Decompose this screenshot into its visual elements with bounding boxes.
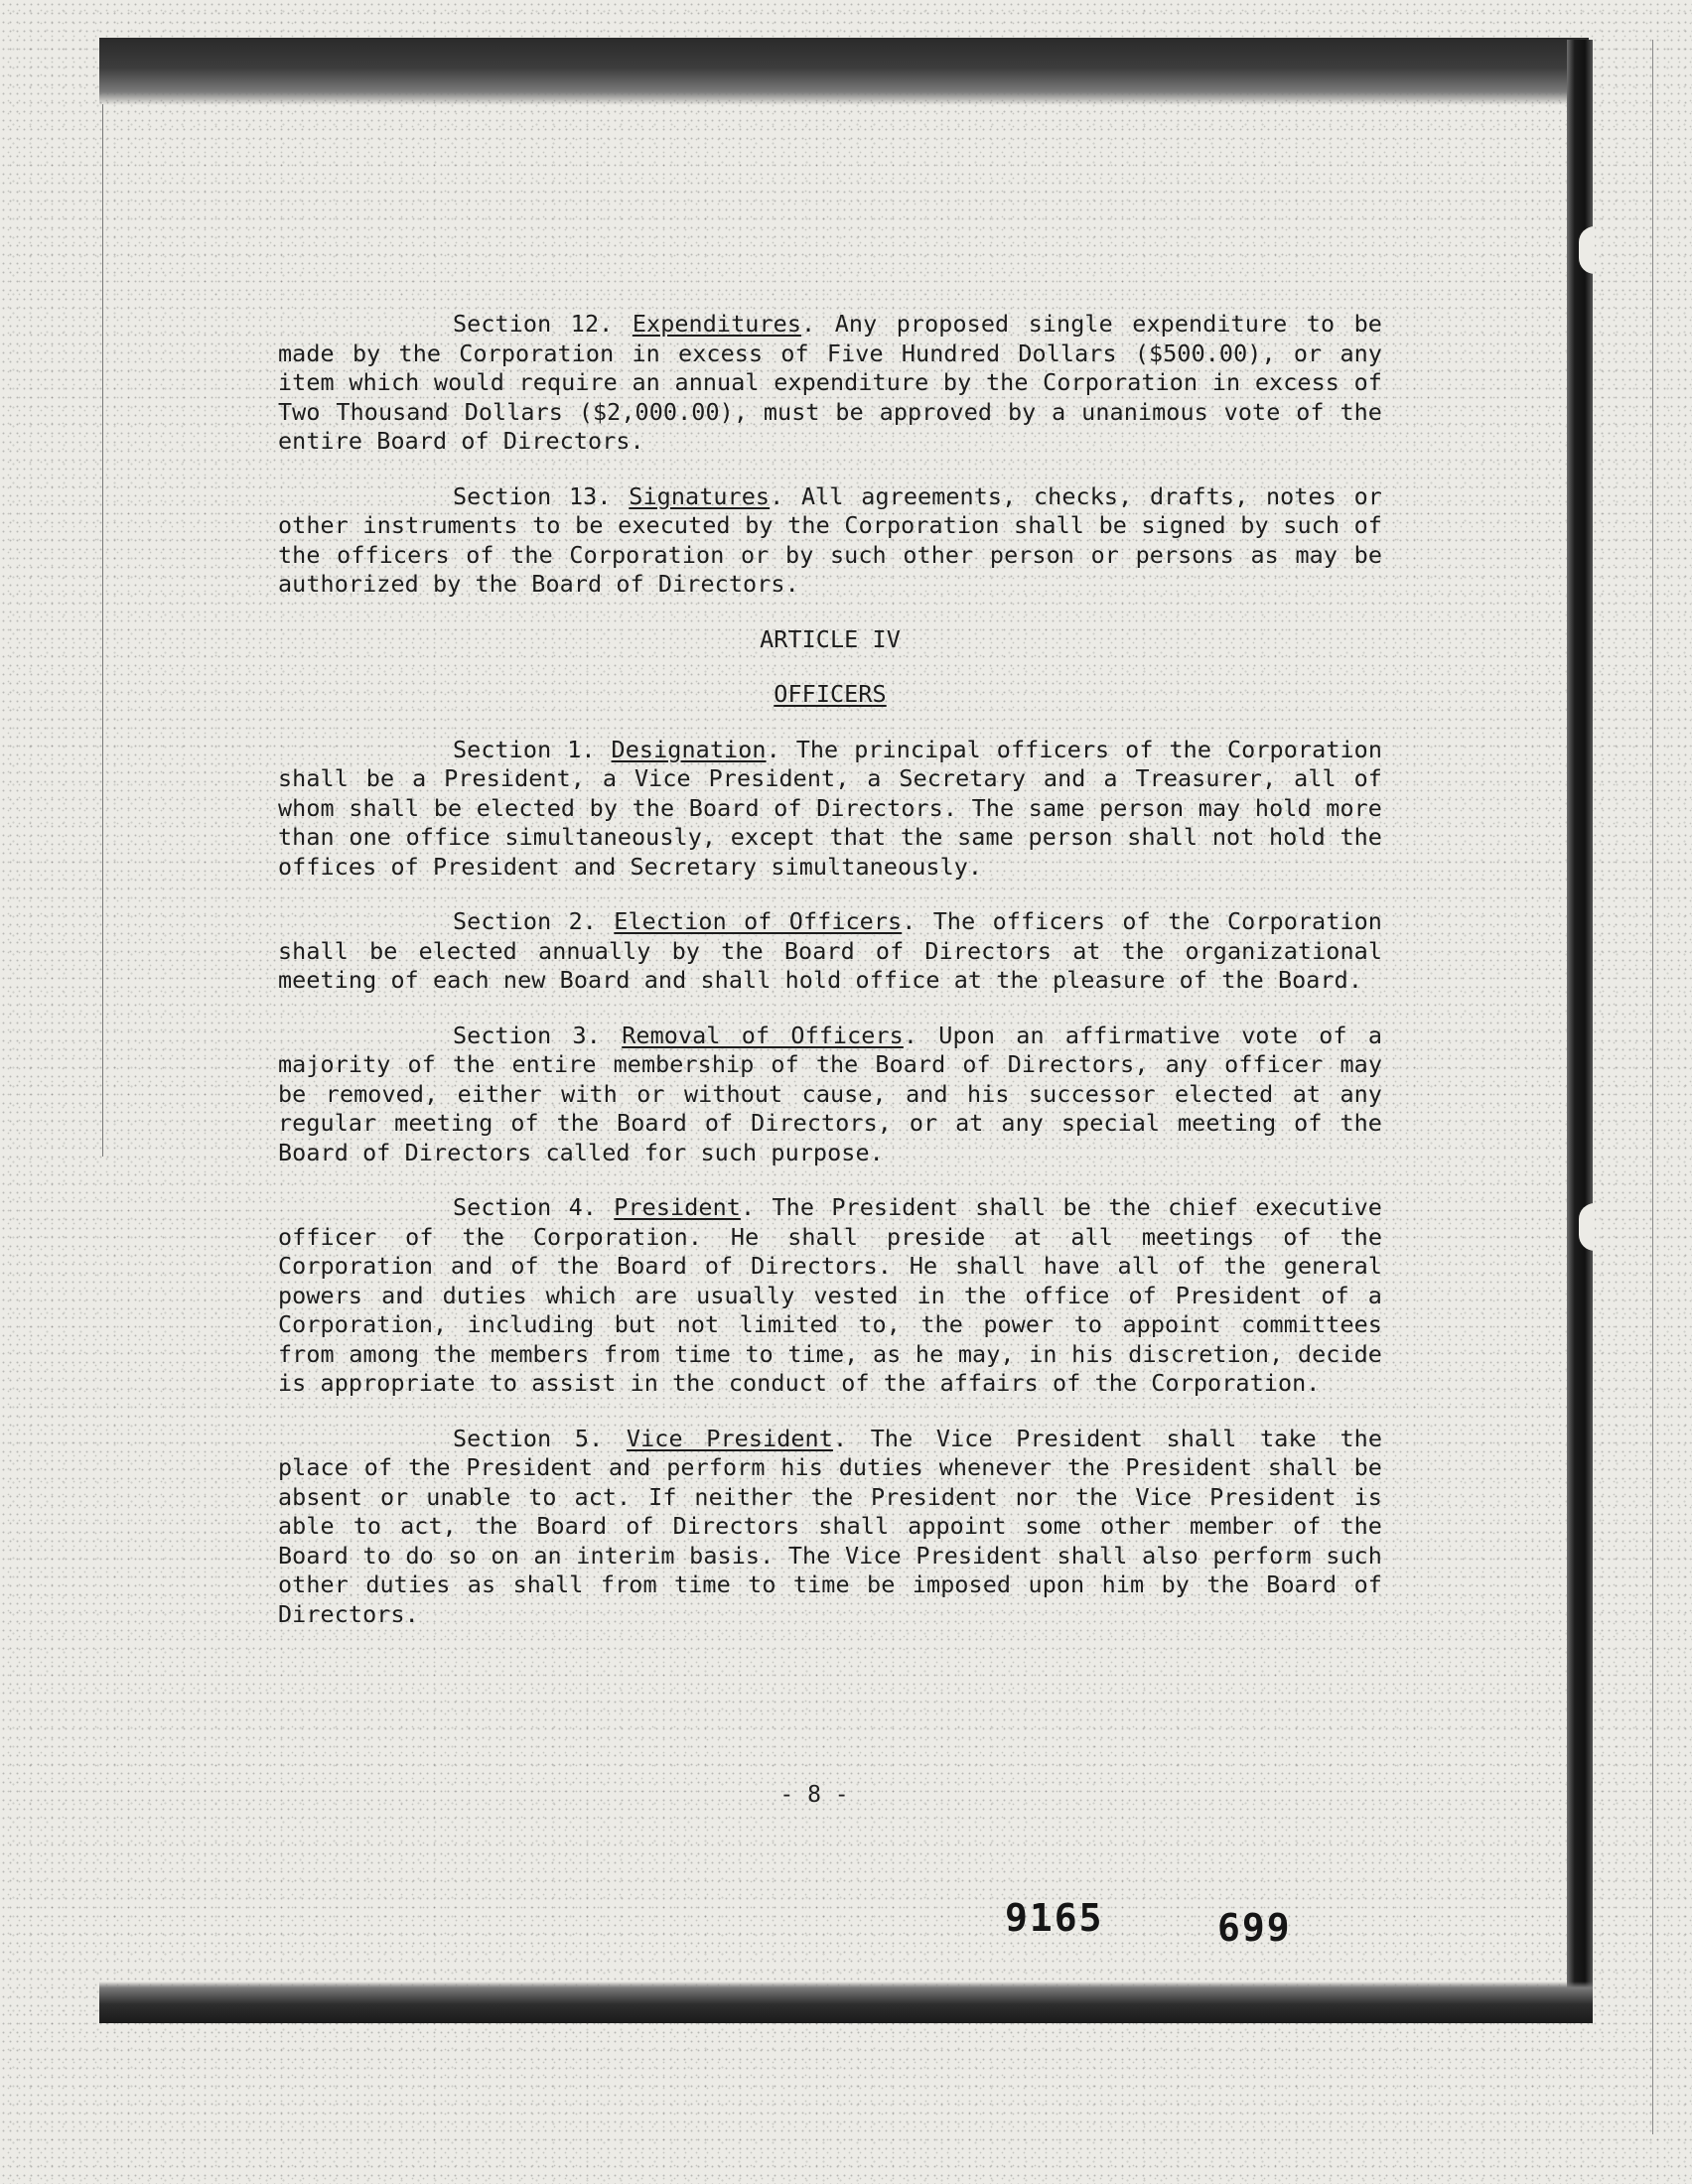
recording-stamp-page: 699 [1217,1906,1292,1950]
section-5 [278,1425,1382,1630]
section-body: . Upon an affirmative vote of a majority of the entire membership of the Board of Directors, any officer may be removed, either with or without cause, and his successor elected at any regular meeting of the Board of Directors, or at any special meeting of the Board of Directors called for such purpose. [278,1021,1383,1166]
section-heading: Section 2. [453,907,597,935]
document-body [278,310,1382,1629]
section-title: Removal of Officers [622,1021,904,1049]
section-1 [278,736,1382,883]
binder-notch [1579,226,1595,274]
section-body: . The Vice President shall take the place of the President and perform his duties whenever the President shall be absent or unable to act. If neither the President nor the Vice President is able to act, the Board of Directors shall appoint some other member of the Board to do so on an interim basis. The Vice President shall also perform such other duties as shall from time to time be imposed upon him by the Board of Directors. [278,1424,1383,1628]
page-number: - 8 - [779,1782,849,1808]
section-title: Vice President [626,1424,833,1452]
copier-edge-top [99,38,1589,105]
section-title: Election of Officers [614,907,903,935]
page-left-edge [102,104,103,1157]
section-4 [278,1193,1382,1399]
section-12 [278,310,1382,457]
section-3 [278,1022,1382,1168]
section-2 [278,907,1382,996]
article-number: ARTICLE IV [760,624,901,653]
recording-stamp-book: 9165 [1005,1896,1104,1940]
page-right-edge [1652,40,1653,2134]
section-heading: Section 3. [453,1021,601,1049]
section-body: . All agreements, checks, drafts, notes or other instruments to be executed by the Corporation shall be signed by such of the officers of the Corporation or by such other person or persons as may be authorized by the Board of Directors. [278,481,1382,598]
section-heading: Section 4. [453,1193,597,1221]
section-body: . The President shall be the chief executive officer of the Corporation. He shall preside at all meetings of the Corporation and of the Board of Directors. He shall have all of the general powers and duties which are usually vested in the office of President of a Corporation, including but not limited to, the power to appoint committees from among the members from time to time, as he may, in his discretion, decide is appropriate to assist in the conduct of the affairs of the Corporation. [278,1193,1382,1397]
copier-edge-right [1567,40,1593,2013]
article-title: OFFICERS [774,680,887,708]
section-body: . The principal officers of the Corporation shall be a President, a Vice President, a Secretary and a Treasurer, all of whom shall be elected by the Board of Directors. The same person may hold more than one office simultaneously, except that the same person shall not hold the offices of President and Secretary simultaneously. [278,735,1382,881]
section-body: . Any proposed single expenditure to be made by the Corporation in excess of Five Hundred Dollars ($500.00), or any item which would require an annual expenditure by the Corporation in excess of Two Thousand Dollars ($2,000.00), must be approved by a unanimous vote of the entire Board of Directors. [278,310,1382,455]
section-heading: Section 1. [453,735,596,763]
section-title: Expenditures [632,310,802,338]
section-heading: Section 5. [453,1424,604,1452]
section-heading: Section 12. [453,310,614,338]
copier-edge-bottom [99,1981,1593,2023]
section-title: Designation [611,735,767,763]
binder-notch [1579,1203,1595,1251]
section-title: President [614,1193,741,1221]
section-heading: Section 13. [453,481,612,510]
section-13 [278,482,1382,600]
section-body: . The officers of the Corporation shall be elected annually by the Board of Directors at the organizational meeting of each new Board and shall hold office at the pleasure of the Board. [278,907,1382,994]
section-title: Signatures [629,481,771,510]
